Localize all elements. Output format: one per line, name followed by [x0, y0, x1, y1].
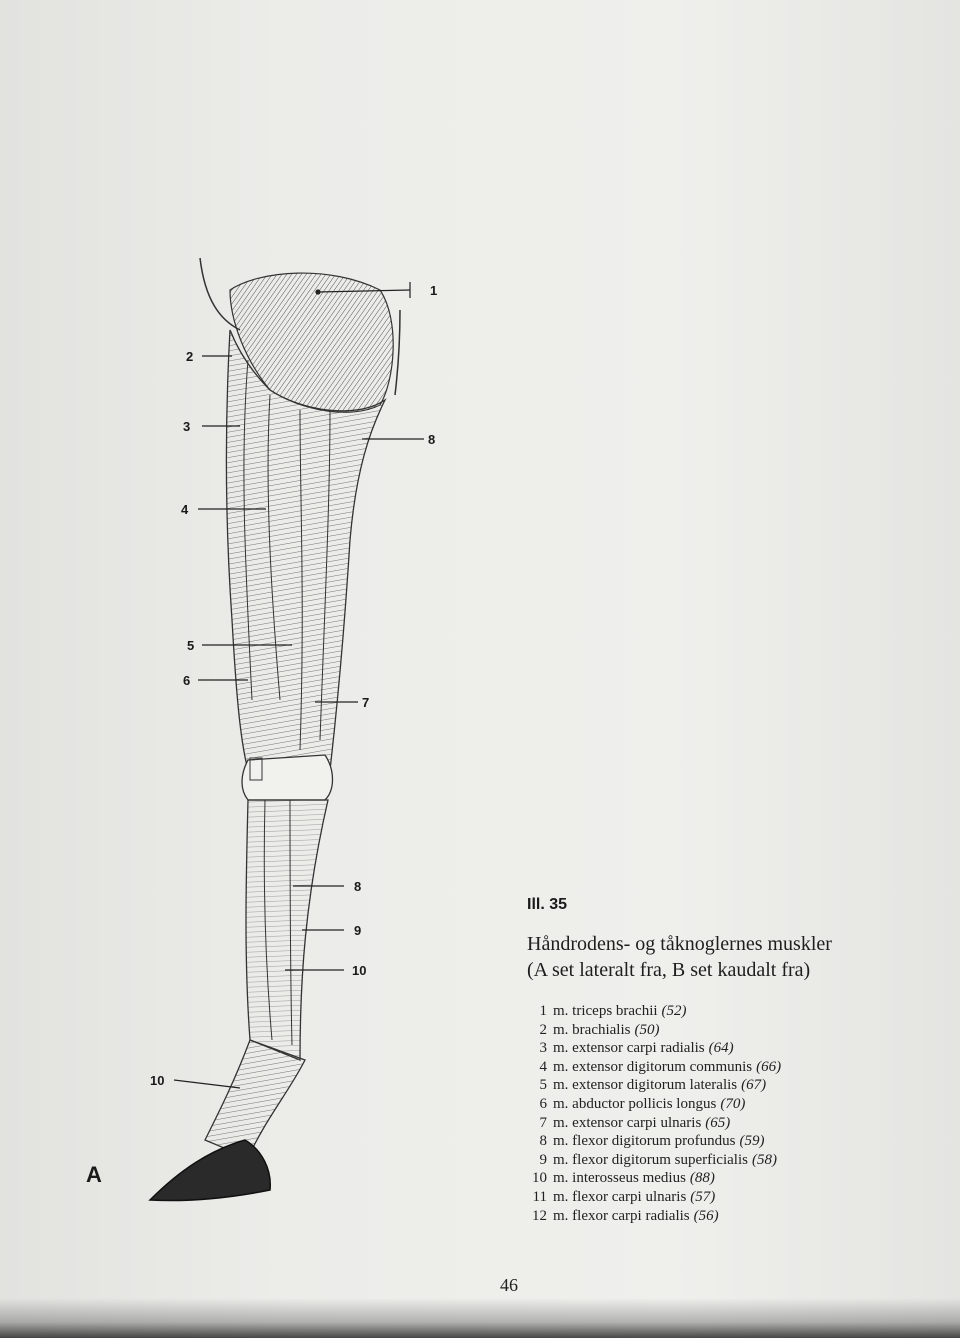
figure-number: Ill. 35: [527, 896, 568, 913]
callout-10-right: 10: [352, 963, 367, 978]
callout-8-lower: 8: [354, 879, 362, 894]
legend-item: 1 m. triceps brachii (52): [539, 1003, 687, 1019]
callout-8-upper: 8: [428, 432, 436, 447]
callout-4: 4: [181, 502, 189, 517]
panel-label-a: A: [86, 1162, 102, 1187]
legend-item: 8 m. flexor digitorum profundus (59): [539, 1133, 765, 1150]
callout-2: 2: [186, 349, 194, 364]
callout-9: 9: [354, 923, 362, 938]
callout-1: 1: [430, 283, 438, 298]
legend-item: 11 m. flexor carpi ulnaris (57): [532, 1188, 716, 1205]
muscle-legend: [525, 1002, 905, 1225]
legend-item: 6 m. abductor pollicis longus (70): [539, 1095, 746, 1112]
legend-item: 5 m. extensor digitorum lateralis (67): [539, 1077, 767, 1094]
hoof: [150, 1140, 270, 1201]
callout-7: 7: [362, 695, 370, 710]
caption-title: Håndrodens- og tåknoglernes muskler: [527, 933, 832, 955]
fetlock-pastern: [205, 1040, 305, 1158]
callout-5: 5: [187, 638, 195, 653]
legend-item: 12 m. flexor carpi radialis (56): [532, 1207, 719, 1224]
callout-3: 3: [183, 419, 191, 434]
callout-6: 6: [183, 673, 191, 688]
caption-subtitle: (A set lateralt fra, B set kaudalt fra): [527, 959, 811, 981]
legend-item: 9 m. flexor digitorum superficialis (58): [539, 1151, 777, 1168]
legend-item: 2 m. brachialis (50): [539, 1021, 660, 1038]
legend-item: 10 m. interosseus medius (88): [532, 1170, 715, 1187]
page-edge-shadow: [0, 1298, 960, 1338]
legend-item: 3 m. extensor carpi radialis (64): [539, 1040, 734, 1057]
carpus: [242, 755, 333, 800]
legend-item: 4 m. extensor digitorum communis (66): [539, 1058, 782, 1075]
callout-10-left: 10: [150, 1073, 165, 1088]
figure-caption: [527, 931, 927, 983]
page-number: 46: [500, 1275, 518, 1295]
legend-item: 7 m. extensor carpi ulnaris (65): [539, 1114, 731, 1131]
